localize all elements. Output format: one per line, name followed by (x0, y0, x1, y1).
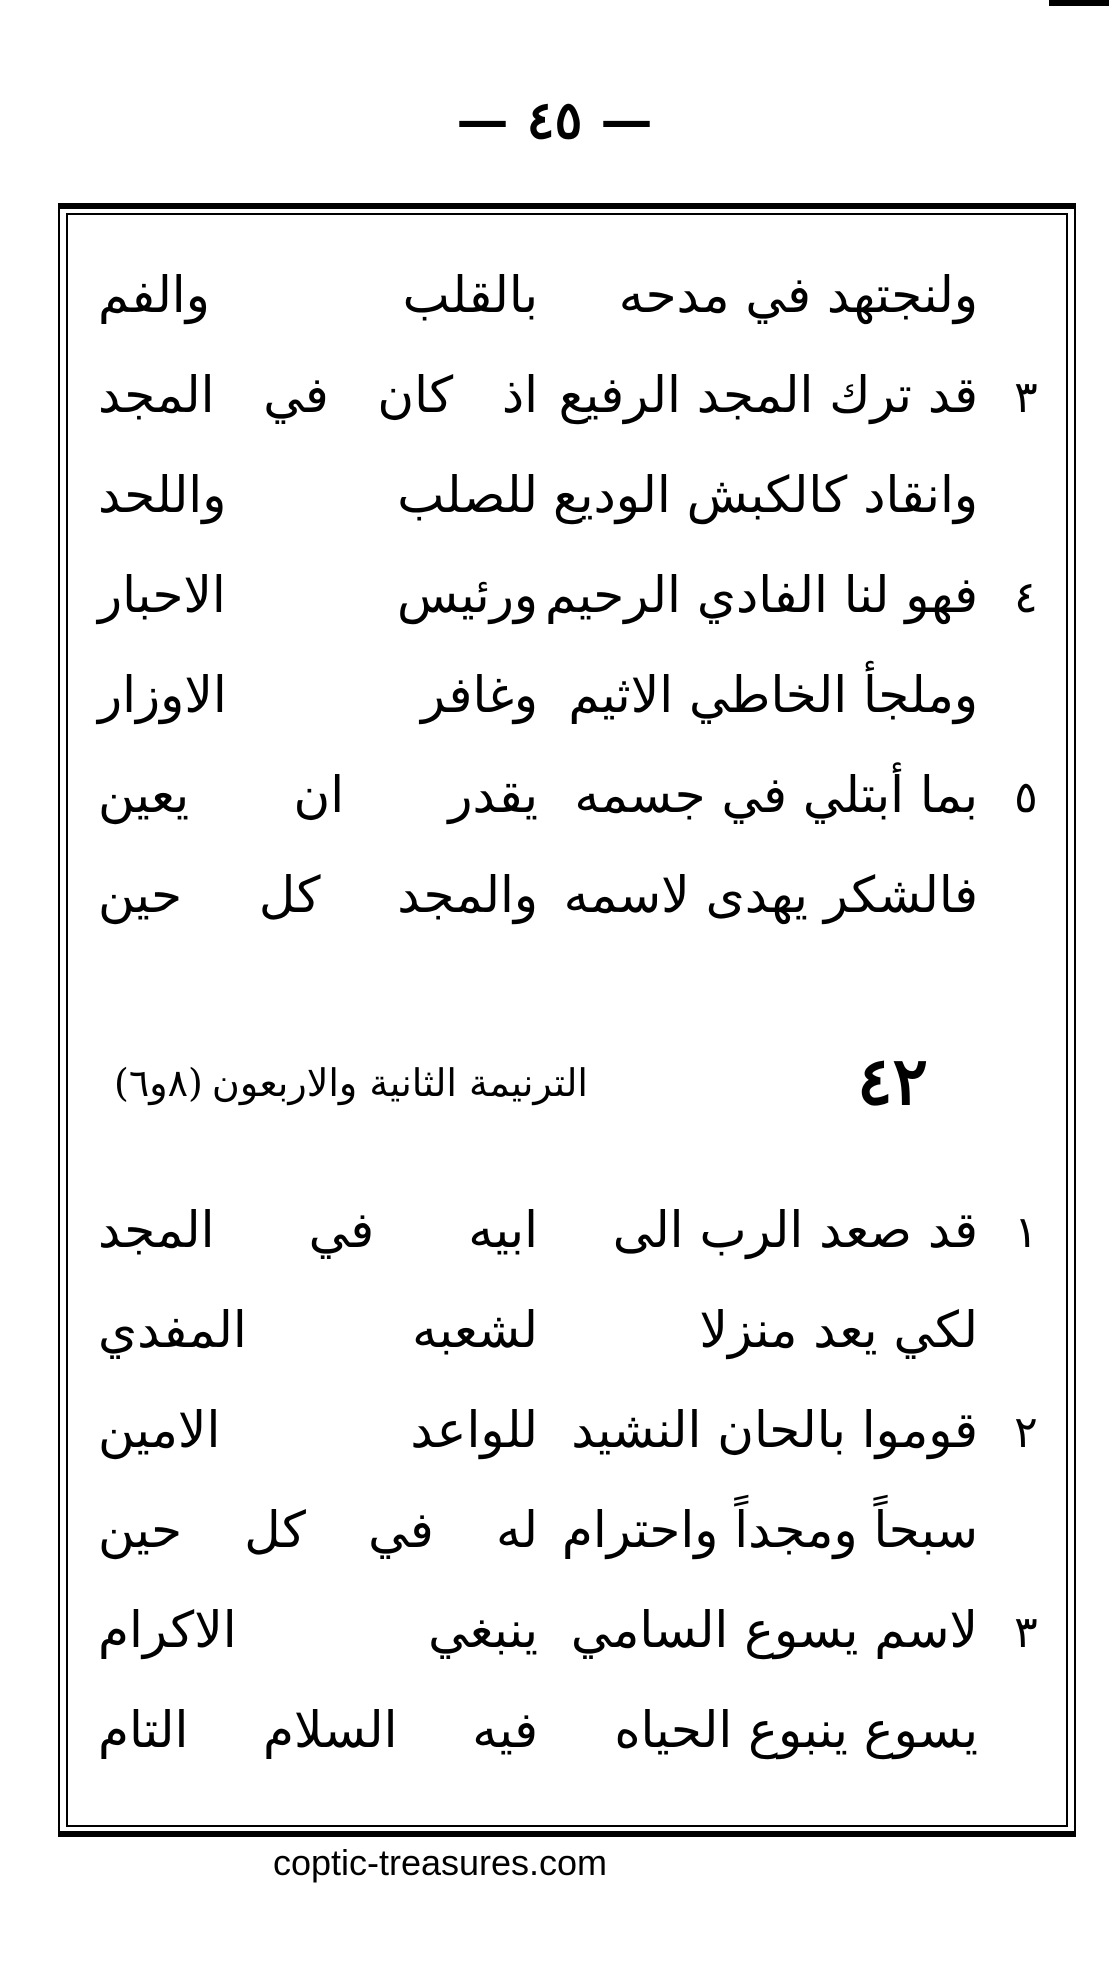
second-hemistich: وغافر الاوزار (98, 666, 538, 724)
verse-number: ٢ (1014, 1407, 1038, 1458)
first-hemistich: ولنجتهد في مدحه (618, 266, 978, 324)
second-hemistich: والمجد كل حين (98, 866, 538, 924)
hymn-heading (66, 1043, 1068, 1133)
page-number: — ٤٥ — (456, 90, 653, 151)
first-hemistich: لاسم يسوع السامي (570, 1601, 978, 1659)
verse-line (66, 1483, 1068, 1583)
first-hemistich: قد ترك المجد الرفيع (558, 366, 978, 424)
hymn-number: ٤٢ (857, 1042, 928, 1120)
verse-line (66, 748, 1068, 848)
first-hemistich: قوموا بالحان النشيد (571, 1401, 978, 1459)
hymn-text-area (66, 213, 1068, 1827)
verse-line (66, 348, 1068, 448)
first-hemistich: وملجأ الخاطي الاثيم (568, 666, 978, 724)
first-hemistich: وانقاد كالكبش الوديع (553, 466, 978, 524)
verse-line (66, 1383, 1068, 1483)
second-hemistich: بالقلب والفم (98, 266, 538, 324)
verse-line (66, 848, 1068, 948)
second-hemistich: يقدر ان يعين (98, 766, 538, 824)
verse-line (66, 1283, 1068, 1383)
verse-number: ٥ (1014, 772, 1038, 823)
verse-line (66, 1683, 1068, 1783)
first-hemistich: قد صعد الرب الى (612, 1201, 978, 1259)
verse-number: ٣ (1014, 1607, 1038, 1658)
second-hemistich: ورئيس الاحبار (98, 566, 538, 624)
footer-credit: coptic-treasures.com (272, 1842, 608, 1883)
second-hemistich: للواعد الامين (98, 1401, 538, 1459)
verse-line (66, 1183, 1068, 1283)
verse-number: ١ (1014, 1207, 1038, 1258)
verse-number: ٣ (1014, 372, 1038, 423)
second-hemistich: اذ كان في المجد (98, 366, 538, 424)
hymn-meter: (٨و٦) (114, 1061, 203, 1105)
verse-line (66, 448, 1068, 548)
first-hemistich: لكي يعد منزلا (699, 1301, 978, 1359)
hymn-title: الترنيمة الثانية والاربعون (211, 1061, 588, 1105)
second-hemistich: للصلب واللحد (98, 466, 538, 524)
second-hemistich: فيه السلام التام (98, 1701, 538, 1759)
verse-line (66, 248, 1068, 348)
second-hemistich: لشعبه المفدي (98, 1301, 538, 1359)
second-hemistich: ينبغي الاكرام (98, 1601, 538, 1659)
first-hemistich: فهو لنا الفادي الرحيم (544, 566, 978, 624)
first-hemistich: يسوع ينبوع الحياه (614, 1701, 978, 1759)
verse-line (66, 548, 1068, 648)
first-hemistich: سبحاً ومجداً واحترام (561, 1501, 978, 1559)
second-hemistich: ابيه في المجد (98, 1201, 538, 1259)
verse-line (66, 648, 1068, 748)
first-hemistich: فالشكر يهدى لاسمه (563, 866, 978, 924)
corner-mark (1049, 0, 1109, 6)
verse-number: ٤ (1014, 572, 1038, 623)
second-hemistich: له في كل حين (98, 1501, 538, 1559)
verse-line (66, 1583, 1068, 1683)
first-hemistich: بما أبتلي في جسمه (574, 766, 978, 824)
